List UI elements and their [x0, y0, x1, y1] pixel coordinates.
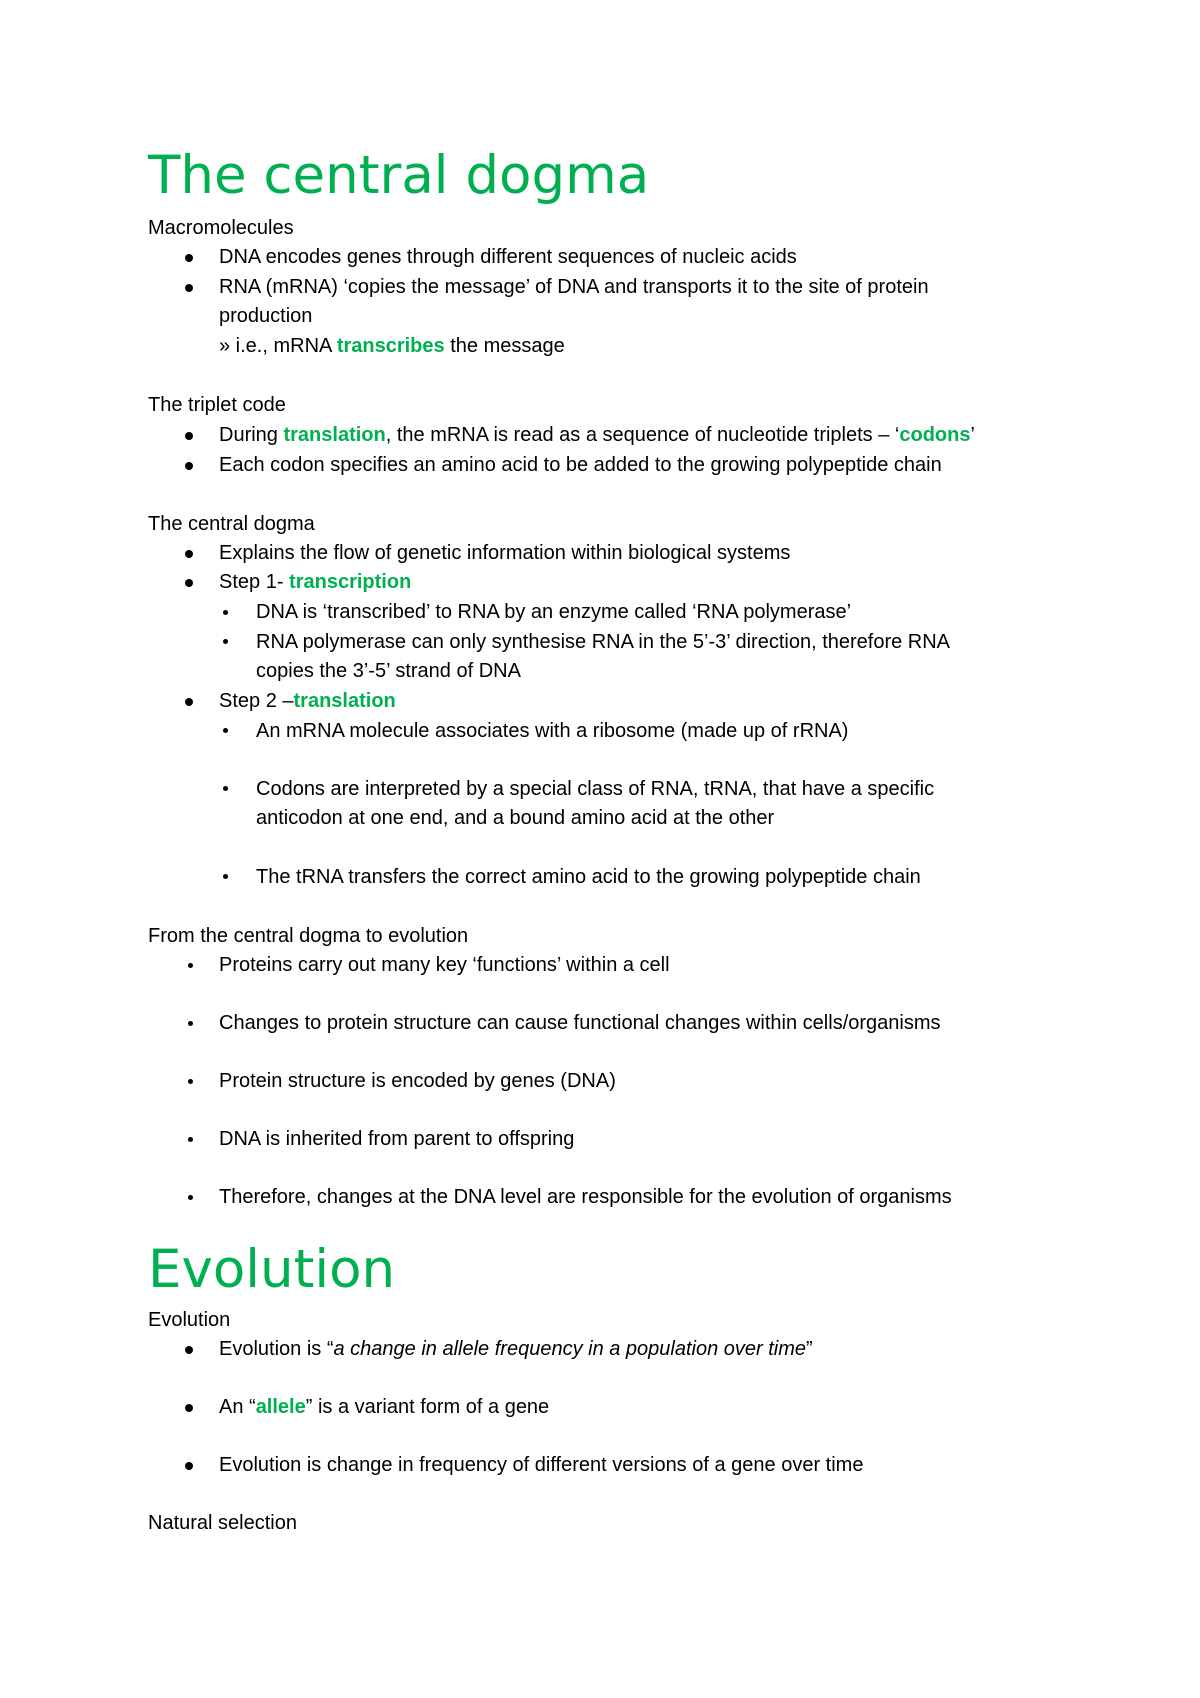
- sub-bullet-icon: [223, 786, 228, 791]
- note-text: the message: [444, 335, 565, 357]
- list-item: [219, 421, 975, 450]
- sub-list-item-continuation: anticodon at one end, and a bound amino acid at the other: [256, 807, 775, 829]
- bullet-icon: [188, 1137, 193, 1142]
- bullet-icon: [188, 1021, 193, 1026]
- highlight-term: allele: [255, 1396, 306, 1418]
- bullet-icon: [185, 550, 193, 558]
- list-item: DNA encodes genes through different sequences of nucleic acids: [219, 246, 797, 268]
- list-item-continuation: production: [219, 305, 313, 327]
- list-item: Explains the flow of genetic information within biological systems: [219, 542, 791, 564]
- section-heading-macromolecules: Macromolecules: [148, 217, 294, 239]
- page-title: The central dogma: [148, 145, 650, 206]
- list-item: [219, 687, 396, 716]
- item-text: During: [219, 424, 284, 446]
- list-item: Evolution is change in frequency of different versions of a gene over time: [219, 1454, 864, 1476]
- list-item: Changes to protein structure can cause functional changes within cells/organisms: [219, 1012, 941, 1034]
- item-text: ’: [970, 424, 975, 446]
- sub-bullet-icon: [223, 639, 228, 644]
- highlight-term: transcribes: [336, 335, 445, 357]
- item-text: Step 2 –: [219, 690, 294, 712]
- list-item: Therefore, changes at the DNA level are responsible for the evolution of organisms: [219, 1186, 952, 1208]
- list-item: [219, 1393, 549, 1422]
- item-text: Evolution is “: [219, 1338, 334, 1360]
- sub-list-item: An mRNA molecule associates with a ribosome (made up of rRNA): [256, 720, 849, 742]
- sub-list-item: DNA is ‘transcribed’ to RNA by an enzyme called ‘RNA polymerase’: [256, 601, 852, 623]
- sub-bullet-icon: [223, 728, 228, 733]
- highlight-term: translation: [293, 690, 396, 712]
- item-text: Step 1-: [219, 571, 290, 593]
- sub-bullet-icon: [223, 874, 228, 879]
- section-heading-central-dogma: The central dogma: [148, 513, 315, 535]
- list-item: Proteins carry out many key ‘functions’ within a cell: [219, 954, 670, 976]
- sub-bullet-icon: [223, 610, 228, 615]
- bullet-icon: [185, 579, 193, 587]
- bullet-icon: [185, 284, 193, 292]
- bullet-icon: [185, 1346, 193, 1354]
- section-heading-natural-selection: Natural selection: [148, 1512, 297, 1534]
- section-heading-evolution: Evolution: [148, 1309, 231, 1331]
- bullet-icon: [185, 698, 193, 706]
- item-text: ” is a variant form of a gene: [305, 1396, 550, 1418]
- section-heading-dogma-to-evolution: From the central dogma to evolution: [148, 925, 469, 947]
- bullet-icon: [185, 432, 193, 440]
- bullet-icon: [185, 1404, 193, 1412]
- list-item: DNA is inherited from parent to offspring: [219, 1128, 575, 1150]
- bullet-icon: [185, 1462, 193, 1470]
- highlight-term: transcription: [289, 571, 412, 593]
- item-text: ”: [806, 1338, 813, 1360]
- list-item: Protein structure is encoded by genes (DNA): [219, 1070, 616, 1092]
- highlight-term: codons: [899, 424, 971, 446]
- list-item: [219, 1335, 813, 1364]
- list-item-note: [219, 332, 565, 361]
- section-heading-triplet-code: The triplet code: [148, 394, 286, 416]
- bullet-icon: [185, 254, 193, 262]
- list-item: RNA (mRNA) ‘copies the message’ of DNA and transports it to the site of protein: [219, 276, 929, 298]
- note-text: » i.e., mRNA: [219, 335, 337, 357]
- item-text: An “: [219, 1396, 256, 1418]
- definition-text: a change in allele frequency in a population over time: [333, 1338, 807, 1360]
- sub-list-item-continuation: copies the 3’-5’ strand of DNA: [256, 660, 521, 682]
- section-title-evolution: Evolution: [148, 1239, 396, 1300]
- bullet-icon: [185, 462, 193, 470]
- bullet-icon: [188, 1195, 193, 1200]
- highlight-term: translation: [283, 424, 386, 446]
- bullet-icon: [188, 963, 193, 968]
- sub-list-item: RNA polymerase can only synthesise RNA in the 5’-3’ direction, therefore RNA: [256, 631, 951, 653]
- item-text: , the mRNA is read as a sequence of nucleotide triplets – ‘: [385, 424, 900, 446]
- bullet-icon: [188, 1079, 193, 1084]
- sub-list-item: The tRNA transfers the correct amino acid to the growing polypeptide chain: [256, 866, 921, 888]
- sub-list-item: Codons are interpreted by a special class of RNA, tRNA, that have a specific: [256, 778, 935, 800]
- list-item: Each codon specifies an amino acid to be added to the growing polypeptide chain: [219, 454, 942, 476]
- list-item: [219, 568, 411, 597]
